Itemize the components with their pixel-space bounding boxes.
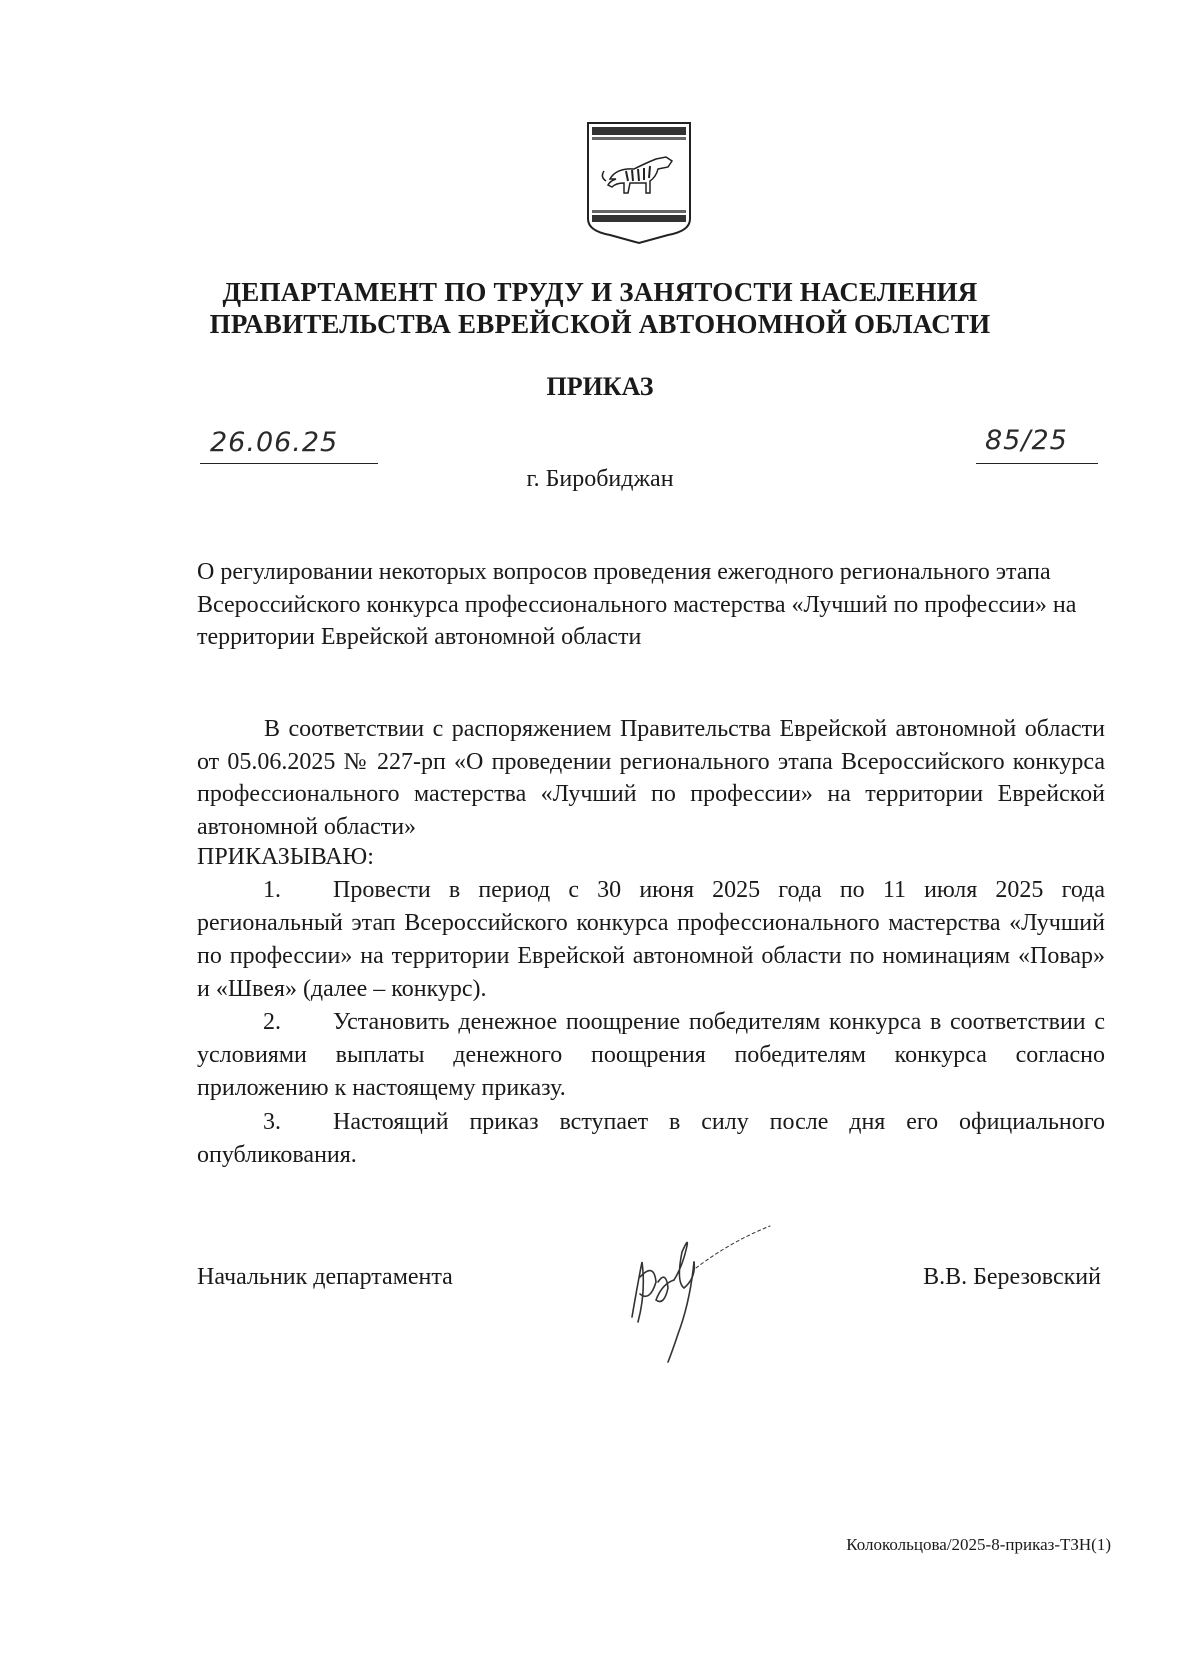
organization-name-line1: ДЕПАРТАМЕНТ ПО ТРУДУ И ЗАНЯТОСТИ НАСЕЛЕНИЯ [222, 277, 978, 307]
organization-name-line2: ПРАВИТЕЛЬСТВА ЕВРЕЙСКОЙ АВТОНОМНОЙ ОБЛАСТИ [209, 309, 991, 339]
item-text: Настоящий приказ вступает в силу после дня его официального опубликования. [197, 1109, 1105, 1168]
date-underline [200, 463, 378, 464]
item-text: Провести в период с 30 июня 2025 года по 11 июля 2025 года региональный этап Всероссийского конкурса профессионального мастерства «Лучший по профессии» на территории Еврейской автономной области по номинациям «Повар» и «Швея» (далее – конкурс). [197, 877, 1105, 1002]
document-type-title: ПРИКАЗ [546, 372, 654, 401]
order-item [197, 1006, 1105, 1105]
preamble-text: В соответствии с распоряжением Правительства Еврейской автономной области от 05.06.2025 № 227-рп «О проведении регионального этапа Всероссийского конкурса профессионального мастерства «Лучший по профессии» на территории Еврейской автономной области» [197, 716, 1105, 840]
city-name: г. Биробиджан [526, 466, 674, 492]
order-subject: О регулировании некоторых вопросов проведения ежегодного регионального этапа Всероссийского конкурса профессионального мастерства «Лучший по профессии» на территории Еврейской автономной области [197, 559, 1077, 650]
item-text: Установить денежное поощрение победителям конкурса в соответствии с условиями выплаты денежного поощрения победителям конкурса согласно приложению к настоящему приказу. [197, 1009, 1105, 1101]
signer-position: Начальник департамента [197, 1264, 453, 1290]
item-number: 2. [263, 1009, 281, 1035]
order-item [197, 874, 1105, 1006]
handwritten-signature [620, 1222, 800, 1367]
number-underline [976, 463, 1098, 464]
preamble [197, 713, 1105, 843]
document-reference: Колокольцова/2025-8-приказ-ТЗН(1) [846, 1535, 1111, 1554]
order-number: 85/25 [985, 425, 1068, 456]
item-number: 1. [263, 877, 281, 903]
order-date: 26.06.25 [210, 427, 339, 458]
item-number: 3. [263, 1109, 281, 1135]
order-word: ПРИКАЗЫВАЮ: [197, 844, 374, 870]
coat-of-arms-emblem [586, 121, 692, 245]
signer-name: В.В. Березовский [923, 1264, 1101, 1290]
order-item [197, 1106, 1105, 1172]
